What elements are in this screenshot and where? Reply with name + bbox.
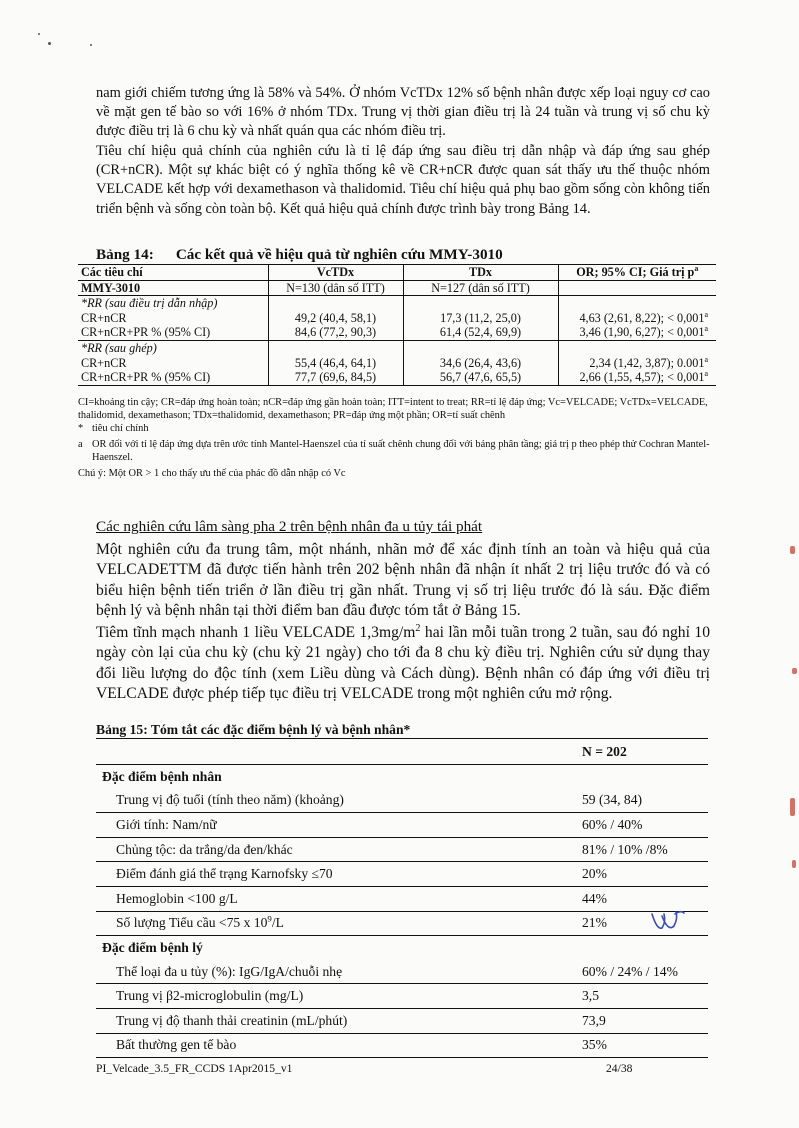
table-row: Trung vị độ tuổi (tính theo năm) (khoảng) 59 (34, 84) — [116, 792, 643, 808]
section-row: Đặc điểm bệnh lý — [102, 939, 203, 955]
intro-paragraph-2: Tiêu chí hiệu quả chính của nghiên cứu là tỉ lệ đáp ứng sau điều trị dẫn nhập và đáp ứng sau ghép (CR+nCR). Một sự khác biệt có ý nghĩa thống kê về CR+nCR được quan sát thấy ưu thế thuộc nhóm VELCADE kết hợp với dexamethason và thalidomid. Tiêu chí hiệu quả phụ bao gồm sống còn không tiến triển bệnh và sống còn toàn bộ. Kết quả hiệu quả chính được trình bày trong Bảng 14. — [96, 143, 710, 217]
table-row: Giới tính: Nam/nữ 60% / 40% — [116, 816, 643, 832]
footnote-a: a OR đối với tỉ lệ đáp ứng dựa trên ước tính Mantel-Haenszel của tỉ suất chênh chung đối với bảng phân tầng; giá trị p theo phép thử Cochran Mantel-Haenszel. — [78, 439, 710, 463]
table-15-title: Bảng 15: Tóm tắt các đặc điểm bệnh lý và bệnh nhân* — [96, 722, 411, 737]
scan-edge-mark — [790, 798, 795, 816]
handwritten-initials — [650, 908, 686, 936]
table-14-caption: Các kết quả về hiệu quả từ nghiên cứu MMY-3010 — [175, 246, 503, 263]
n-header: N = 202 — [582, 743, 627, 759]
table-14-label: Bảng 14: — [96, 246, 154, 263]
table-row: Trung vị β2-microglobulin (mg/L) 3,5 — [116, 988, 599, 1004]
document-id: PI_Velcade_3.5_FR_CCDS 1Apr2015_v1 — [96, 1062, 293, 1075]
table-row: Trung vị độ thanh thải creatinin (mL/phút) 73,9 — [116, 1012, 606, 1028]
table-row: Số lượng Tiểu cầu <75 x $10^9/L$ 21% — [116, 913, 607, 931]
efficacy-table — [78, 264, 716, 386]
table-header-row — [96, 739, 708, 764]
scan-speck — [48, 42, 51, 45]
intro-paragraph-1: nam giới chiếm tương ứng là 58% và 54%. Ở nhóm VcTDx 12% số bệnh nhân được xếp loại nguy cơ cao về mặt gen tế bào so với 16% ở nhóm TDx. Trung vị thời gian điều trị là 24 tuần và trung vị số chu kỳ được điều trị là 6 chu kỳ và nhất quán qua các nhóm điều trị. — [96, 85, 710, 140]
table-14-footnotes — [78, 396, 718, 480]
page-number: 24/38 — [606, 1062, 633, 1075]
section-heading: Các nghiên cứu lâm sàng pha 2 trên bệnh nhân đa u tủy tái phát — [96, 518, 483, 535]
section-row: *RR (sau điều trị dẫn nhập) — [78, 296, 716, 311]
footnote-star: * tiêu chí chính — [78, 423, 149, 434]
table-header-row — [78, 265, 716, 281]
table-row: CR+nCR+PR % (95% CI) 84,6 (77,2, 90,3) 61,4 (52,4, 69,9) 3,46 (1,90, 6,27); < 0,001$^a$ — [78, 325, 716, 340]
col-criteria: Các tiêu chí — [78, 265, 268, 281]
scan-edge-mark — [792, 668, 797, 674]
table-row: Chủng tộc: da trắng/da đen/khác 81% / 10% /8% — [116, 841, 668, 857]
col-vctdx: VcTDx — [268, 265, 403, 281]
phase2-paragraph-1: Một nghiên cứu đa trung tâm, một nhánh, nhãn mở để xác định tính an toàn và hiệu quả của VELCADETTM đã được tiến hành trên 202 bệnh nhân đã nhận ít nhất 2 trị liệu trước đó và có biểu hiện bệnh tiến triển ở lần điều trị gần nhất. Trung vị số trị liệu trước đó là sáu. Đặc điểm bệnh lý và bệnh nhân tại thời điểm ban đầu được tóm tắt ở Bảng 15. — [96, 541, 710, 620]
section-row: *RR (sau ghép) — [78, 340, 716, 355]
characteristics-table — [96, 738, 708, 1058]
scan-edge-mark — [792, 860, 796, 868]
table-row: Điểm đánh giá thể trạng Karnofsky ≤70 20% — [116, 866, 607, 882]
table-row: Bất thường gen tế bào 35% — [116, 1037, 607, 1053]
table-row: Hemoglobin <100 g/L 44% — [116, 890, 607, 906]
table-row: CR+nCR 49,2 (40,4, 58,1) 17,3 (11,2, 25,0) 4,63 (2,61, 8,22); < 0,001$^a$ — [78, 311, 716, 326]
table-row: CR+nCR+PR % (95% CI) 77,7 (69,6, 84,5) 56,7 (47,6, 65,5) 2,66 (1,55, 4,57); < 0,001$^a$ — [78, 370, 716, 385]
footnote-note: Chú ý: Một OR > 1 cho thấy ưu thế của phác đồ dẫn nhập có Vc — [78, 468, 346, 479]
table-row: Thể loại đa u tủy (%): IgG/IgA/chuỗi nhẹ 60% / 24% / 14% — [116, 963, 678, 979]
col-tdx: TDx — [403, 265, 558, 281]
abbreviations-note: CI=khoảng tin cậy; CR=đáp ứng hoàn toàn; nCR=đáp ứng gần hoàn toàn; ITT=intent to treat; RR=tỉ lệ đáp ứng; Vc=VELCADE; VcTDx=VELCADE, thalidomid, dexamethason; TDx=thalidomid, dexamethason; PR=đáp ứng một phần; OR=tỉ suất chênh — [78, 397, 708, 421]
section-row: Đặc điểm bệnh nhân — [102, 768, 222, 784]
table-14-title — [96, 246, 503, 264]
phase2-paragraph-2: Tiêm tĩnh mạch nhanh 1 liều VELCADE $1,3mg/m^2$ hai lần mỗi tuần trong 2 tuần, sau đó nghỉ 10 ngày còn lại của chu kỳ (chu kỳ 21 ngày) cho tới đa 8 chu kỳ điều trị. Nghiên cứu sử dụng thay đổi liều lượng do độc tính (xem Liều dùng và Cách dùng). Bệnh nhân có đáp ứng với điều trị VELCADE được phép tiếp tục điều trị VELCADE trong một nghiên cứu mở rộng. — [96, 622, 710, 703]
study-row: MMY-3010 N=130 (dân số ITT) N=127 (dân số ITT) — [78, 280, 716, 296]
scan-edge-mark — [790, 546, 795, 554]
scan-speck — [38, 33, 40, 35]
col-or: OR; 95% CI; Giá trị $p^a$ — [558, 265, 716, 281]
table-row: CR+nCR 55,4 (46,4, 64,1) 34,6 (26,4, 43,6) 2,34 (1,42, 3,87); 0.001$^a$ — [78, 356, 716, 371]
scan-speck — [90, 44, 92, 46]
